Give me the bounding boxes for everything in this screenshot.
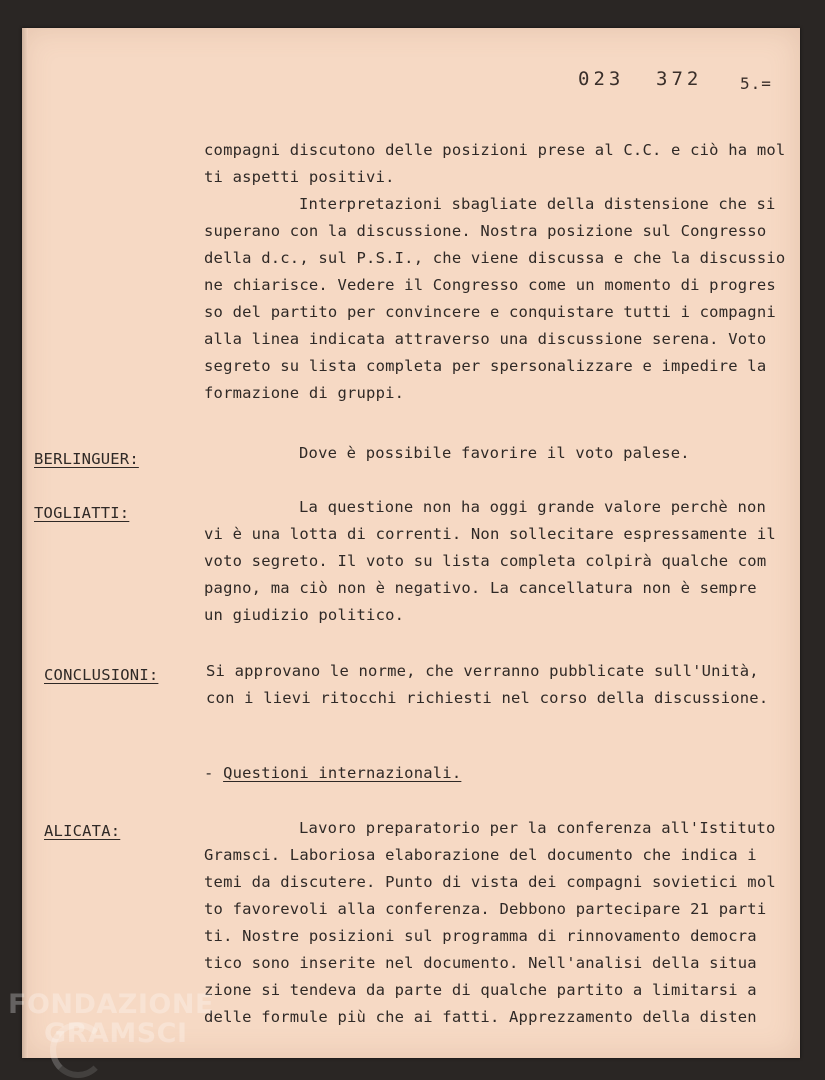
speech-line: Gramsci. Laboriosa elaborazione del documento che indica i — [204, 846, 757, 864]
section-title: Questioni internazionali. — [223, 764, 462, 782]
document-page — [22, 28, 800, 1058]
speech-line: delle formule più che ai fatti. Apprezzamento della disten — [204, 1008, 757, 1026]
speaker-berlinguer: BERLINGUER: — [34, 450, 139, 468]
speech-line: ti. Nostre posizioni sul programma di rinnovamento democra — [204, 927, 757, 945]
speech-line: Si approvano le norme, che verranno pubblicate sull'Unità, — [206, 662, 759, 680]
speech-line: zione si tendeva da parte di qualche partito a limitarsi a — [204, 981, 757, 999]
speech-line: un giudizio politico. — [204, 606, 405, 624]
speech-line: to favorevoli alla conferenza. Debbono partecipare 21 parti — [204, 900, 767, 918]
speech-line: La questione non ha oggi grande valore perchè non — [299, 498, 767, 516]
paragraph-line: ne chiarisce. Vedere il Congresso come un momento di progres — [204, 276, 776, 294]
archive-number-1: 023 — [578, 68, 625, 90]
speaker-alicata: ALICATA: — [44, 822, 121, 840]
speaker-conclusioni: CONCLUSIONI: — [44, 666, 159, 684]
speaker-togliatti: TOGLIATTI: — [34, 504, 130, 522]
speech-line: vi è una lotta di correnti. Non sollecitare espressamente il — [204, 525, 776, 543]
paragraph-line: formazione di gruppi. — [204, 384, 405, 402]
paragraph-line: della d.c., sul P.S.I., che viene discussa e che la discussio — [204, 249, 786, 267]
speech-line: tico sono inserite nel documento. Nell'analisi della situa — [204, 954, 757, 972]
paragraph-line: Interpretazioni sbagliate della distensione che si — [299, 195, 776, 213]
paragraph-line: superano con la discussione. Nostra posizione sul Congresso — [204, 222, 767, 240]
archive-number-2: 372 — [656, 68, 703, 90]
watermark-line-2: GRAMSCI — [44, 1018, 188, 1049]
watermark-line-1: FONDAZIONE — [8, 989, 214, 1020]
section-dash: - — [204, 764, 224, 782]
speech-line: Lavoro preparatorio per la conferenza all'Istituto — [299, 819, 776, 837]
paragraph-line: ti aspetti positivi. — [204, 168, 395, 186]
speech-line: voto segreto. Il voto su lista completa colpirà qualche com — [204, 552, 767, 570]
speech-line: con i lievi ritocchi richiesti nel corso della discussione. — [206, 689, 769, 707]
paragraph-line: segreto su lista completa per spersonalizzare e impedire la — [204, 357, 767, 375]
paragraph-line: compagni discutono delle posizioni prese al C.C. e ciò ha mol — [204, 141, 786, 159]
speech-line: temi da discutere. Punto di vista dei compagni sovietici mol — [204, 873, 776, 891]
speech-line: Dove è possibile favorire il voto palese. — [299, 444, 690, 462]
paragraph-line: alla linea indicata attraverso una discussione serena. Voto — [204, 330, 767, 348]
section-header — [204, 764, 461, 782]
page-number: 5.= — [740, 74, 772, 93]
speech-line: pagno, ma ciò non è negativo. La cancellatura non è sempre — [204, 579, 757, 597]
fondazione-gramsci-watermark — [8, 989, 214, 1070]
paragraph-line: so del partito per convincere e conquistare tutti i compagni — [204, 303, 776, 321]
watermark-logo-icon — [50, 1022, 106, 1078]
